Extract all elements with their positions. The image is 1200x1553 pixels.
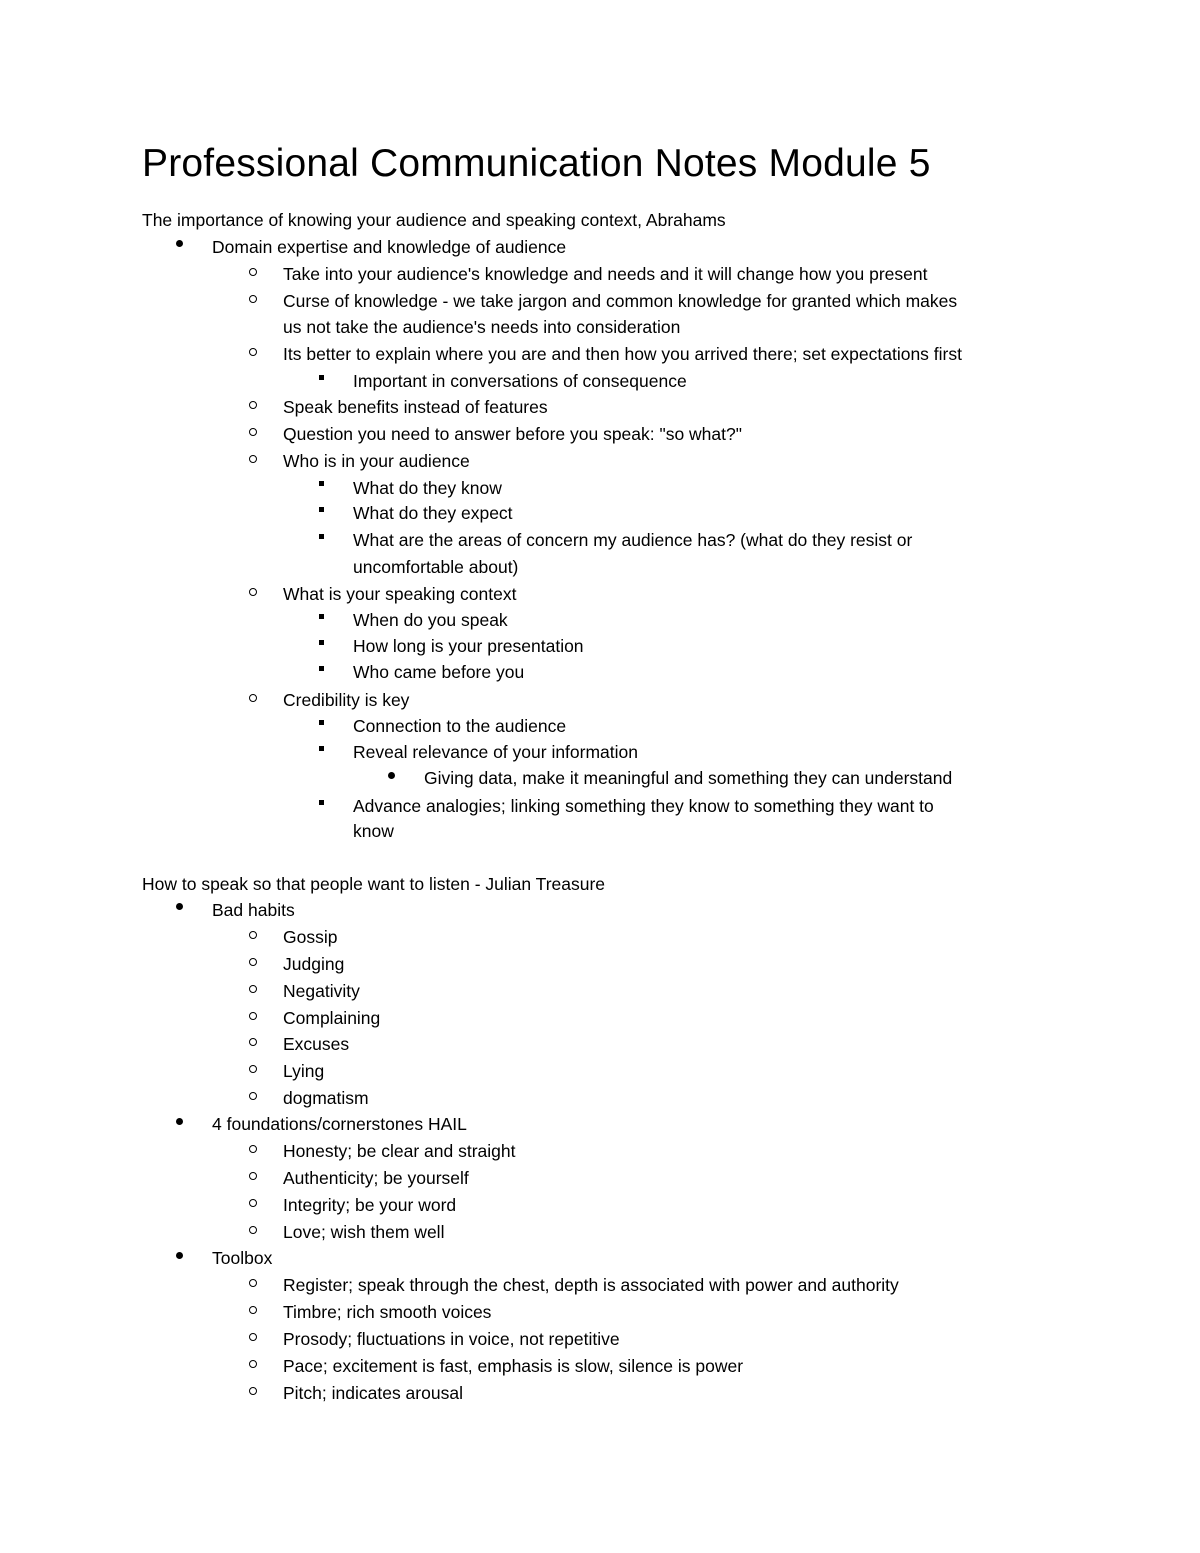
list-item: Connection to the audience <box>353 716 567 736</box>
bullet-circle-icon <box>249 1012 257 1020</box>
list-item: Who is in your audience <box>283 451 470 471</box>
list-item: 4 foundations/cornerstones HAIL <box>212 1114 467 1134</box>
list-item: Register; speak through the chest, depth is associated with power and authority <box>283 1275 899 1295</box>
bullet-square-icon <box>319 666 324 671</box>
bullet-disc-icon <box>388 772 395 779</box>
list-item: Giving data, make it meaningful and something they can understand <box>424 768 953 788</box>
list-item: What do they know <box>353 478 502 498</box>
list-item: Pitch; indicates arousal <box>283 1383 463 1403</box>
bullet-square-icon <box>319 614 324 619</box>
bullet-circle-icon <box>249 1306 257 1314</box>
bullet-disc-icon <box>176 903 183 910</box>
list-item: Take into your audience's knowledge and needs and it will change how you present <box>283 264 928 284</box>
list-item: What is your speaking context <box>283 584 517 604</box>
list-item: Timbre; rich smooth voices <box>283 1302 492 1322</box>
list-item: Negativity <box>283 981 360 1001</box>
bullet-circle-icon <box>249 1092 257 1100</box>
list-item: Lying <box>283 1061 325 1081</box>
bullet-circle-icon <box>249 1172 257 1180</box>
list-item-continuation: know <box>353 821 394 841</box>
bullet-disc-icon <box>176 1118 183 1125</box>
list-item: dogmatism <box>283 1088 369 1108</box>
bullet-circle-icon <box>249 428 257 436</box>
bullet-square-icon <box>319 534 324 539</box>
bullet-circle-icon <box>249 401 257 409</box>
bullet-square-icon <box>319 720 324 725</box>
list-item: Who came before you <box>353 662 525 682</box>
list-item: Its better to explain where you are and then how you arrived there; set expectations first <box>283 344 962 364</box>
bullet-circle-icon <box>249 1387 257 1395</box>
list-item: Important in conversations of consequence <box>353 371 687 391</box>
list-item: What do they expect <box>353 503 513 523</box>
bullet-circle-icon <box>249 268 257 276</box>
bullet-square-icon <box>319 481 324 486</box>
bullet-circle-icon <box>249 1333 257 1341</box>
bullet-circle-icon <box>249 1038 257 1046</box>
list-item: Advance analogies; linking something they know to something they want to <box>353 796 934 816</box>
list-item: Honesty; be clear and straight <box>283 1141 516 1161</box>
bullet-circle-icon <box>249 588 257 596</box>
section-heading: The importance of knowing your audience and speaking context, Abrahams <box>142 210 726 230</box>
bullet-square-icon <box>319 746 324 751</box>
list-item: Reveal relevance of your information <box>353 742 639 762</box>
list-item: Domain expertise and knowledge of audience <box>212 237 567 257</box>
list-item-continuation: uncomfortable about) <box>353 557 519 577</box>
page-title: Professional Communication Notes Module 5 <box>142 142 931 185</box>
bullet-square-icon <box>319 800 324 805</box>
list-item: Credibility is key <box>283 690 410 710</box>
bullet-circle-icon <box>249 455 257 463</box>
bullet-circle-icon <box>249 1065 257 1073</box>
bullet-circle-icon <box>249 295 257 303</box>
list-item: Authenticity; be yourself <box>283 1168 469 1188</box>
list-item: Prosody; fluctuations in voice, not repetitive <box>283 1329 620 1349</box>
list-item: Question you need to answer before you speak: "so what?" <box>283 424 742 444</box>
list-item-continuation: us not take the audience's needs into consideration <box>283 317 681 337</box>
bullet-square-icon <box>319 507 324 512</box>
bullet-circle-icon <box>249 931 257 939</box>
list-item: What are the areas of concern my audience has? (what do they resist or <box>353 530 913 550</box>
bullet-disc-icon <box>176 240 183 247</box>
list-item: When do you speak <box>353 610 508 630</box>
bullet-circle-icon <box>249 1145 257 1153</box>
list-item: Speak benefits instead of features <box>283 397 548 417</box>
list-item: Gossip <box>283 927 338 947</box>
bullet-circle-icon <box>249 958 257 966</box>
section-heading: How to speak so that people want to listen - Julian Treasure <box>142 874 606 894</box>
list-item: Excuses <box>283 1034 350 1054</box>
bullet-circle-icon <box>249 1279 257 1287</box>
list-item: How long is your presentation <box>353 636 584 656</box>
bullet-square-icon <box>319 375 324 380</box>
list-item: Pace; excitement is fast, emphasis is slow, silence is power <box>283 1356 744 1376</box>
bullet-circle-icon <box>249 1360 257 1368</box>
bullet-circle-icon <box>249 985 257 993</box>
bullet-square-icon <box>319 640 324 645</box>
list-item: Curse of knowledge - we take jargon and common knowledge for granted which makes <box>283 291 958 311</box>
bullet-circle-icon <box>249 348 257 356</box>
list-item: Bad habits <box>212 900 295 920</box>
bullet-circle-icon <box>249 1226 257 1234</box>
bullet-disc-icon <box>176 1252 183 1259</box>
list-item: Love; wish them well <box>283 1222 445 1242</box>
list-item: Complaining <box>283 1008 381 1028</box>
bullet-circle-icon <box>249 1199 257 1207</box>
list-item: Integrity; be your word <box>283 1195 457 1215</box>
list-item: Judging <box>283 954 345 974</box>
bullet-circle-icon <box>249 694 257 702</box>
list-item: Toolbox <box>212 1248 273 1268</box>
